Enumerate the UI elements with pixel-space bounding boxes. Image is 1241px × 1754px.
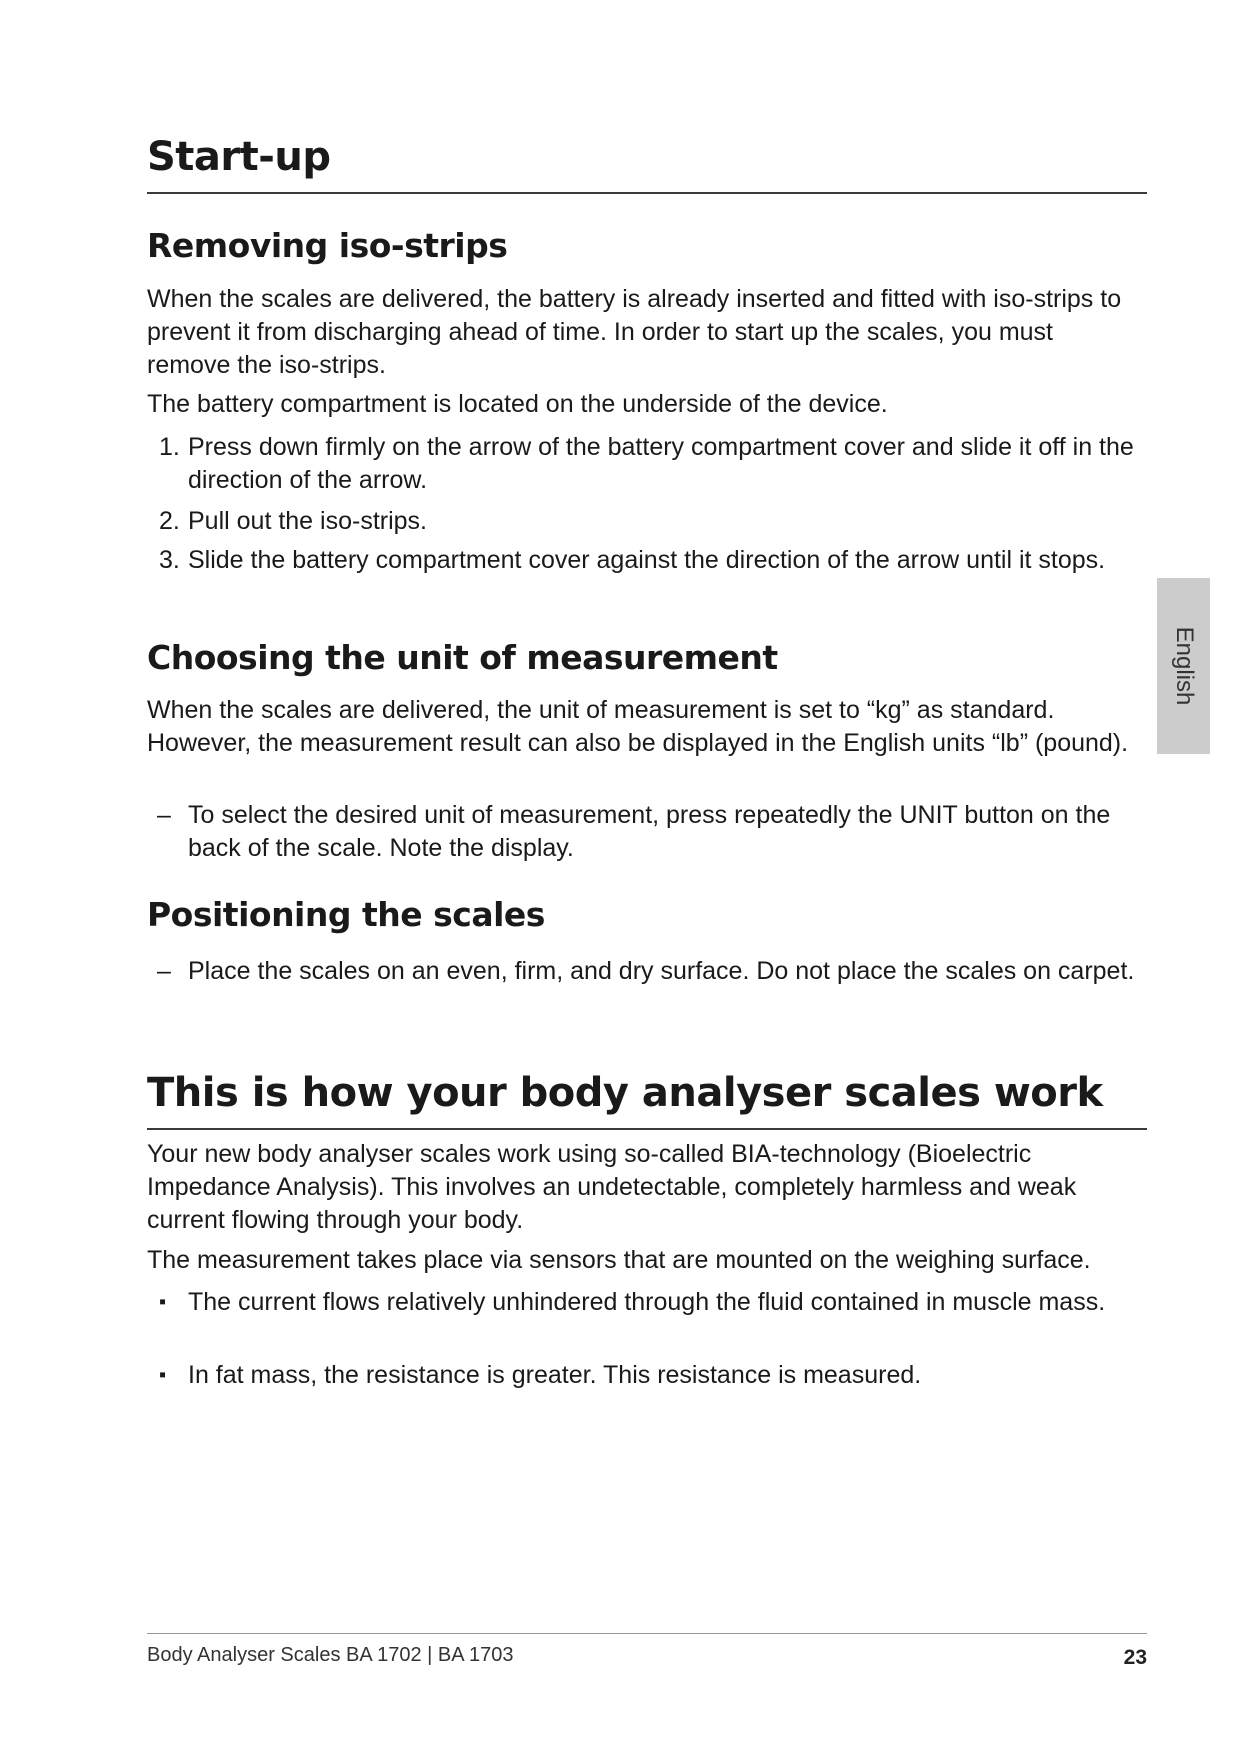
page-number: 23: [1123, 1646, 1147, 1669]
positioning-text: Place the scales on an even, firm, and dry surface. Do not place the scales on carpet.: [188, 957, 1135, 985]
step-text: Pull out the iso-strips.: [188, 507, 427, 535]
heading-removing-iso-strips: Removing iso-strips: [147, 226, 508, 265]
dash-marker: –: [157, 957, 171, 985]
step-item: [147, 505, 1147, 538]
unit-paragraph: When the scales are delivered, the unit of measurement is set to “kg” as standard. However, the measurement result can also be displayed in the English units “lb” (pound).: [147, 696, 1129, 757]
section-startup: [147, 134, 1147, 194]
step-number: 2.: [159, 507, 180, 535]
step-item: [147, 431, 1147, 497]
language-tab-label: English: [1170, 626, 1198, 706]
square-bullet-icon: ▪: [159, 1364, 167, 1386]
step-text: Slide the battery compartment cover against the direction of the arrow until it stops.: [188, 546, 1106, 574]
section-how-it-works: [147, 1070, 1147, 1130]
bullet-item: [147, 1286, 1147, 1319]
page-footer: [147, 1633, 1147, 1674]
how-it-works-paragraph-2: The measurement takes place via sensors that are mounted on the weighing surface.: [147, 1246, 1091, 1274]
bullet-item: [147, 1359, 1147, 1392]
language-tab: [1157, 578, 1210, 754]
bullet-text: The current flows relatively unhindered through the fluid contained in muscle mass.: [188, 1288, 1106, 1316]
step-item: [147, 544, 1147, 577]
how-it-works-paragraph-1: Your new body analyser scales work using so-called BIA-technology (Bioelectric Impedance Analysis). This involves an undetectable, completely harmless and weak current flowing through your body.: [147, 1140, 1077, 1234]
step-text: Press down firmly on the arrow of the battery compartment cover and slide it off in the direction of the arrow.: [188, 433, 1134, 494]
removing-paragraph-1: When the scales are delivered, the battery is already inserted and fitted with iso-strips to prevent it from discharging ahead of time. In order to start up the scales, you must remove the iso-strips.: [147, 285, 1122, 379]
step-number: 1.: [159, 433, 180, 461]
unit-instruction-item: [147, 799, 1147, 865]
square-bullet-icon: ▪: [159, 1291, 167, 1313]
positioning-item: [147, 955, 1147, 988]
startup-title: Start-up: [147, 134, 1147, 194]
footer-product-name: Body Analyser Scales BA 1702 | BA 1703: [147, 1644, 514, 1666]
heading-positioning-scales: Positioning the scales: [147, 895, 545, 934]
dash-marker: –: [157, 801, 171, 829]
removing-paragraph-2: The battery compartment is located on the underside of the device.: [147, 390, 888, 418]
how-it-works-title: This is how your body analyser scales work: [147, 1070, 1147, 1130]
step-number: 3.: [159, 546, 180, 574]
heading-choosing-unit: Choosing the unit of measurement: [147, 638, 778, 677]
bullet-text: In fat mass, the resistance is greater. This resistance is measured.: [188, 1361, 922, 1389]
unit-instruction-text: To select the desired unit of measurement, press repeatedly the UNIT button on the back of the scale. Note the display.: [188, 801, 1111, 862]
